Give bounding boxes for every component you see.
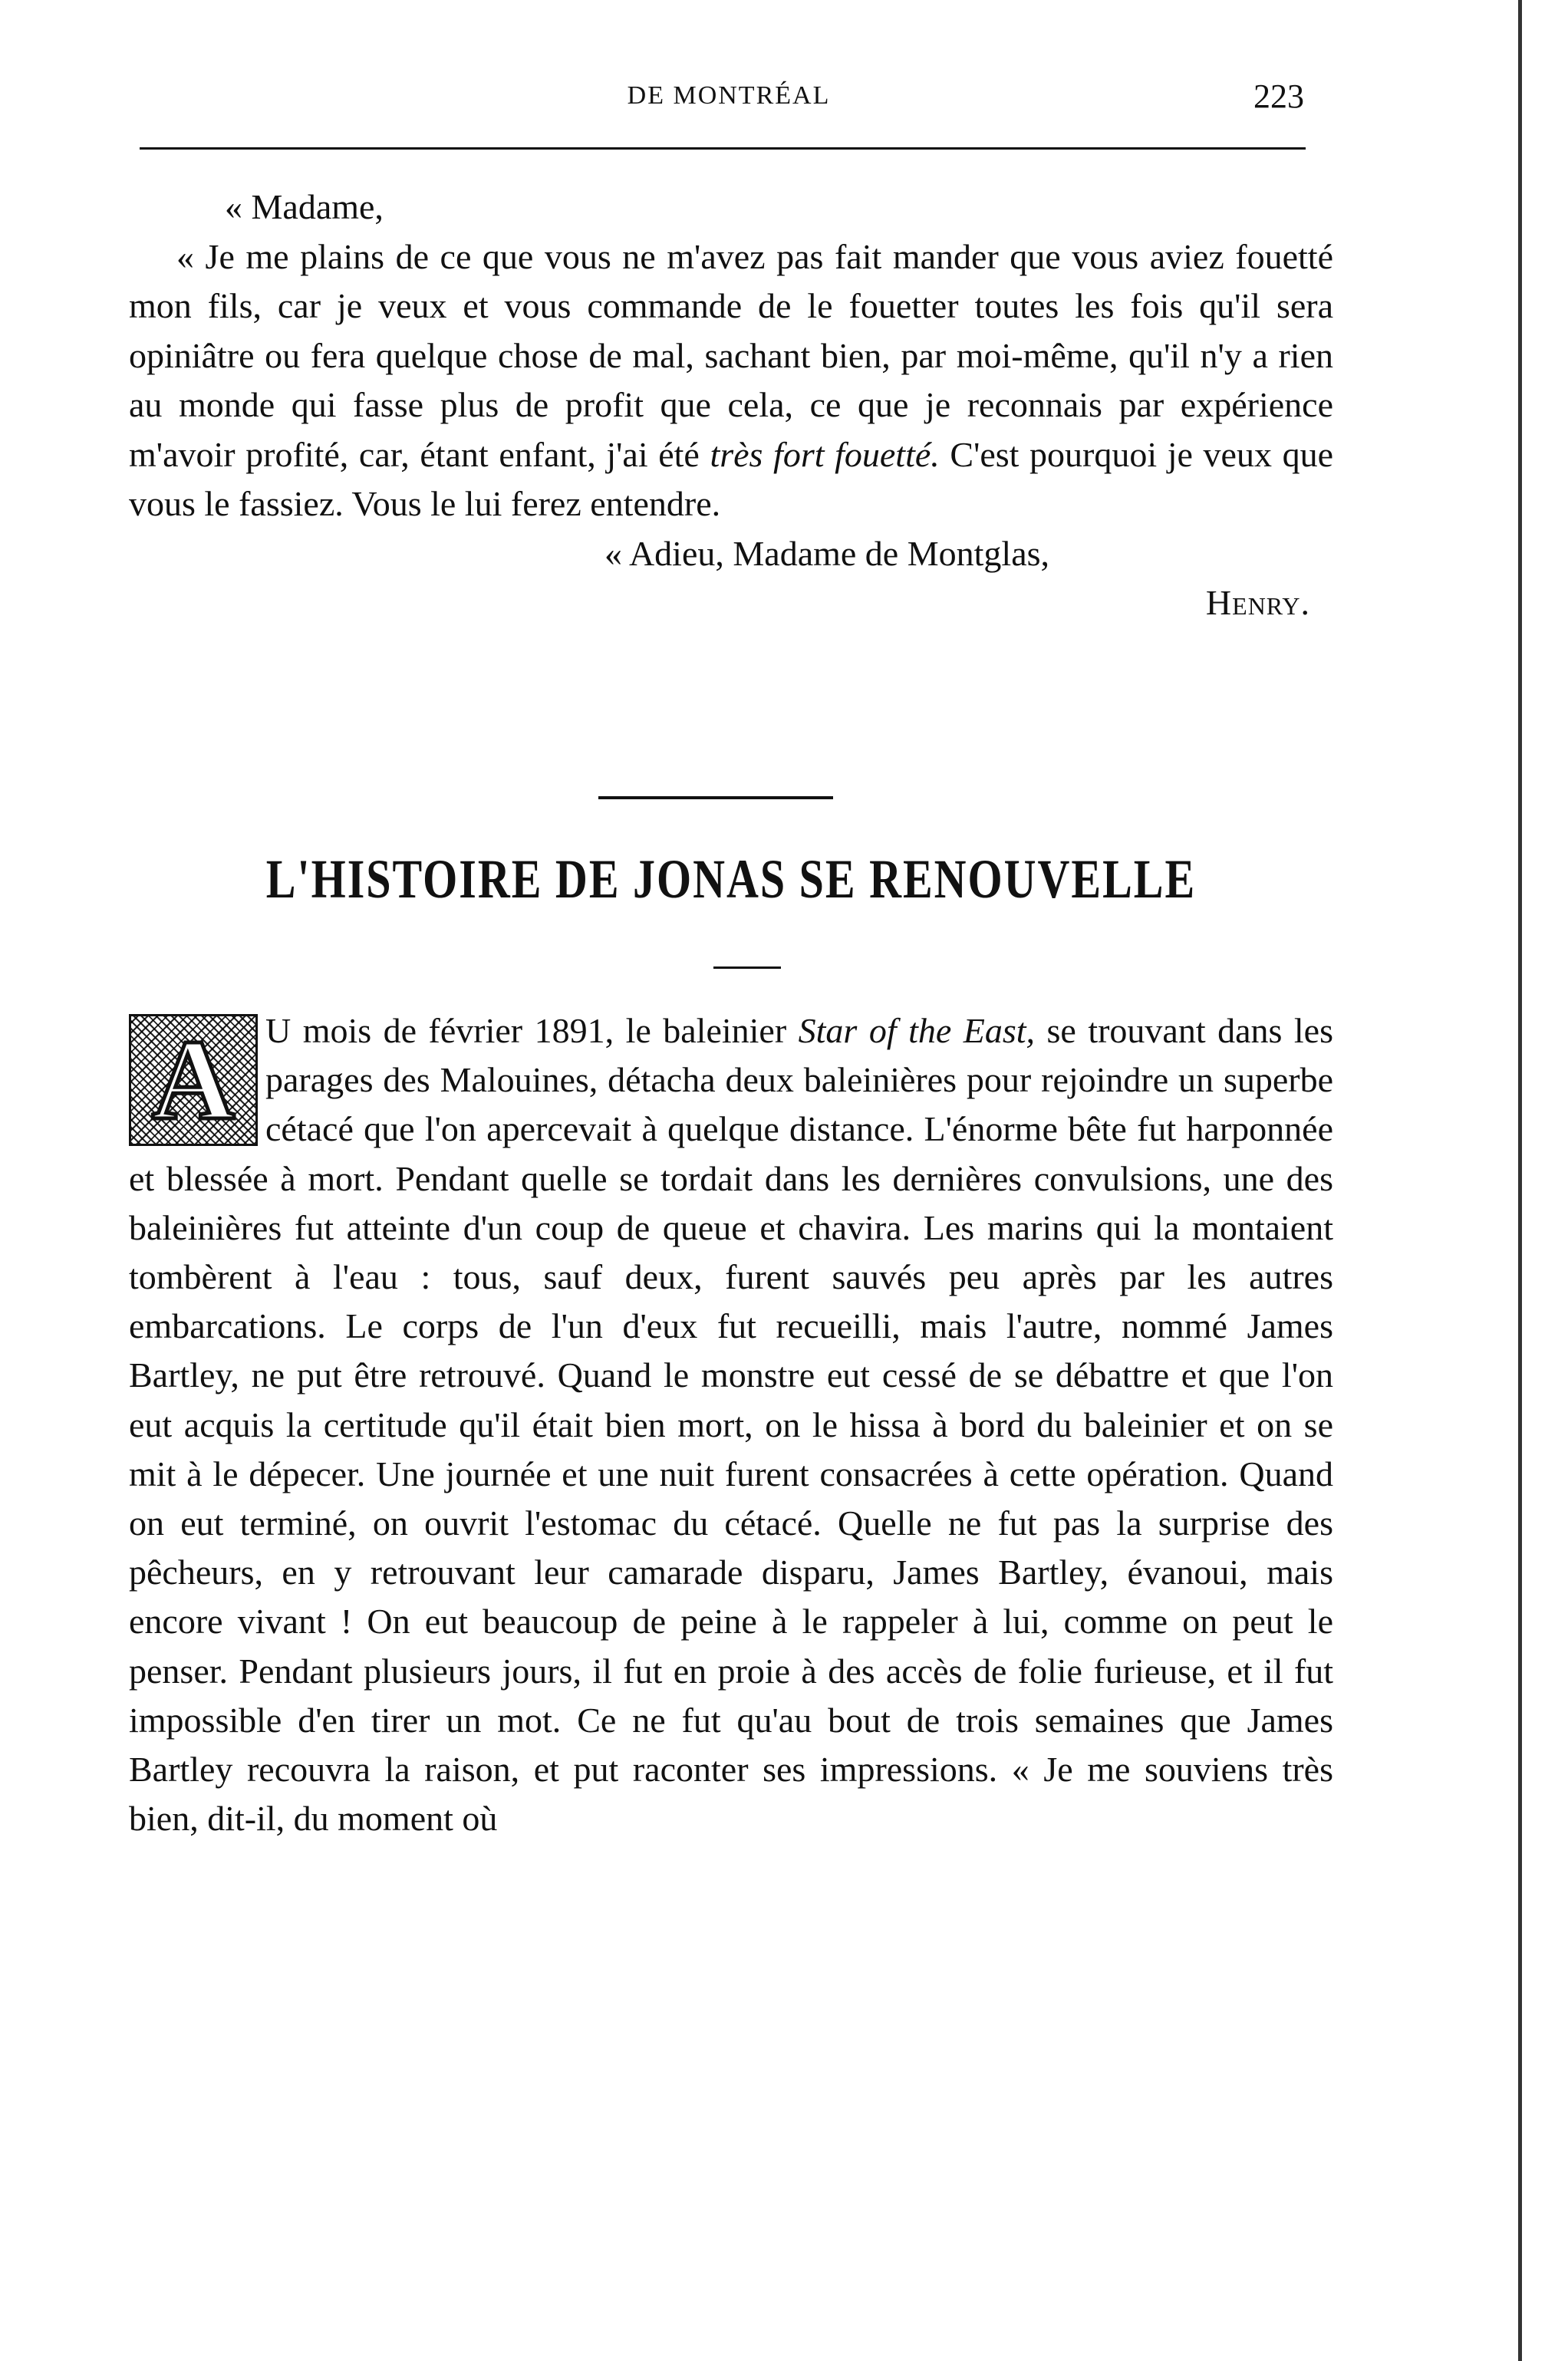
letter-closing: « Adieu, Madame de Montglas, bbox=[604, 533, 1050, 573]
scan-margin-edge bbox=[1518, 0, 1522, 2361]
ship-name: Star of the East, bbox=[798, 1011, 1036, 1050]
section-title: L'HISTOIRE DE JONAS SE RENOUVELLE bbox=[265, 847, 1197, 910]
story-text-2: se trouvant dans les parages des Malouines, détacha deux baleinières pour rejoindre un superbe cétacé que l'on apercevait à quelque distance. L'énorme bête fut harponnée et blessée à mort. Pendant quelle se tordait dans les dernières convulsions, une des baleinières fut atteinte d'un coup de queue et chavira. Les marins qui la montaient tombèrent à l'eau : tous, sauf deux, furent sauvés peu après par les autres embarcations. Le corps de l'un d'eux fut recueilli, mais l'autre, nommé James Bartley, ne put être retrouvé. Quand le monstre eut cessé de se débattre et que l'on eut acquis la certitude qu'il était bien mort, on le hissa à bord du baleinier et on se mit à le dépecer. Une journée et une nuit furent consacrées à cette opération. Quand on eut terminé, on ouvrit l'estomac du cétacé. Quelle ne fut pas la surprise des pêcheurs, en y retrouvant leur camarade disparu, James Bartley, évanoui, mais encore vivant ! On eut beaucoup de peine à le rappeler à lui, comme on peut le penser. Pendant plusieurs jours, il fut en proie à des accès de folie furieuse, et il fut impossible d'en tirer un mot. Ce ne fut qu'au bout de trois semaines que James Bartley recouvra la raison, et put raconter ses impressions. « Je me souviens très bien, dit-il, du moment où bbox=[129, 1011, 1334, 1839]
running-title: DE MONTRÉAL bbox=[627, 81, 831, 110]
section-divider bbox=[598, 796, 833, 799]
story-paragraph bbox=[129, 1006, 1333, 1843]
letter-block bbox=[129, 183, 1333, 628]
letter-signature: Henry. bbox=[1205, 583, 1310, 622]
dropcap-ornament bbox=[129, 1014, 258, 1146]
title-underline bbox=[713, 966, 781, 969]
page-number: 223 bbox=[1253, 77, 1304, 115]
dropcap-letter: A bbox=[151, 1016, 236, 1144]
story-block bbox=[129, 1006, 1333, 1843]
letter-salutation: « Madame, bbox=[225, 187, 384, 226]
letter-body-end: C'est pourquoi je veux que vous le fassiez. Vous le lui ferez entendre. bbox=[129, 434, 1333, 523]
page-header bbox=[138, 77, 1319, 130]
letter-body-text: « Je me plains de ce que vous ne m'avez pas fait mander que vous aviez fouetté mon fils, car je veux et vous commande de le fouetter toutes les fois qu'il sera opiniâtre ou fera quelque chose de mal, sachant bien, par moi-même, qu'il n'y a rien au monde qui fasse plus de profit que cela, ce que je reconnais par expérience m'avoir profité, car, étant enfant, j'ai été bbox=[129, 236, 1333, 474]
letter-emphasis: très fort fouetté. bbox=[710, 434, 940, 474]
story-text-1: U mois de février 1891, le baleinier bbox=[265, 1011, 799, 1050]
header-rule bbox=[140, 147, 1306, 150]
letter-body bbox=[129, 232, 1333, 529]
